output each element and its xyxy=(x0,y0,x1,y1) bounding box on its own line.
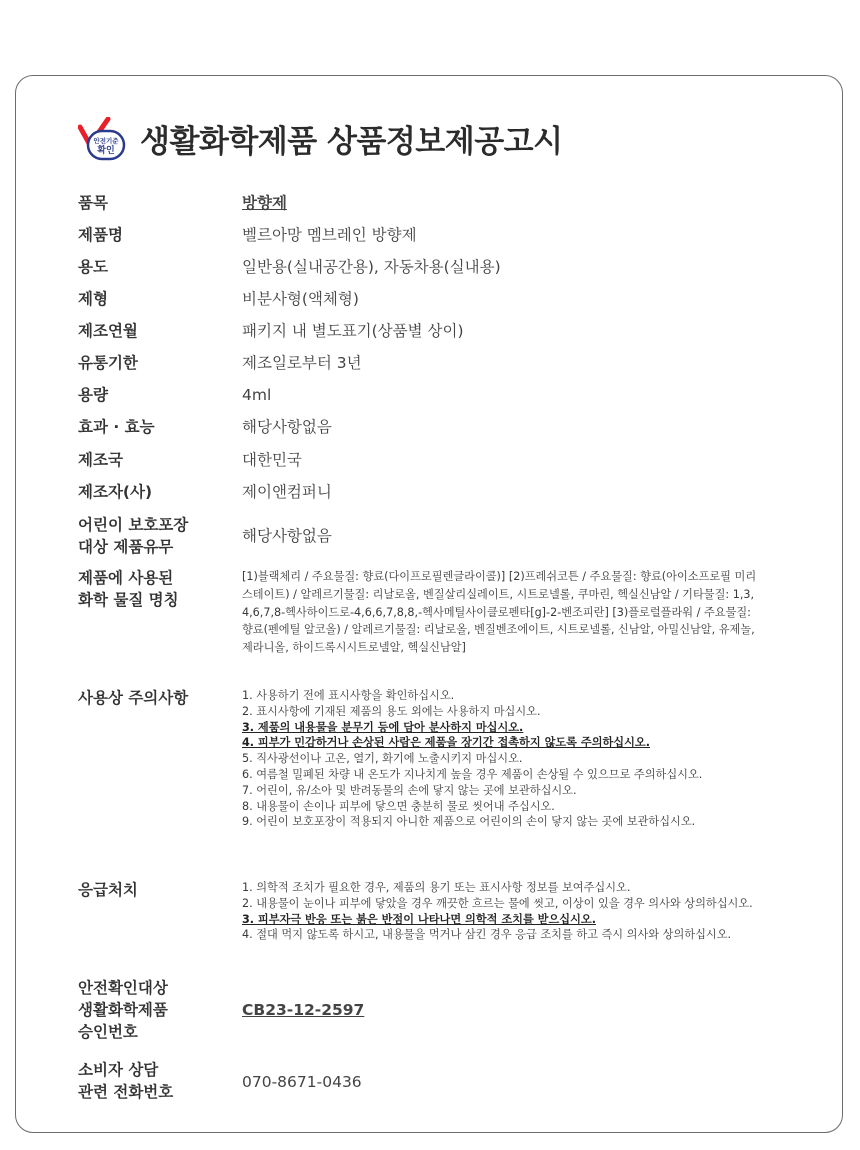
precaution-item: 6. 여름철 밀폐된 차량 내 온도가 지나치게 높을 경우 제품이 손상될 수 있으므로 주의하십시오. xyxy=(242,767,703,781)
precaution-item: 4. 피부가 민감하거나 손상된 사람은 제품을 장기간 접촉하지 않도록 주의하십시오. xyxy=(242,736,650,750)
logo-text-top: 안전기준 xyxy=(93,136,119,145)
row-label xyxy=(78,514,228,558)
row-value: 해당사항없음 xyxy=(242,527,332,545)
chemicals-line: [1)블랙체리 / 주요물질: 향료(다이프로필렌글라이콜)] [2)프레쉬코튼 / 주요물질: 향료(아이소프로필 미리 xyxy=(242,570,757,583)
chemicals-line: 향료(펜에틸 알코올) / 알레르기물질: 리날로올, 벤질벤조에이트, 시트로넬롤, 신남알, 아밀신남알, 유제놀, xyxy=(242,623,755,637)
precaution-item: 9. 어린이 보호포장이 적용되지 아니한 제품으로 어린이의 손이 닿지 않는 곳에 보관하십시오. xyxy=(242,815,696,829)
row-label: 사용상 주의사항 xyxy=(78,689,189,707)
label-line: 어린이 보호포장 xyxy=(78,516,189,534)
precaution-item: 2. 표시사항에 기재된 제품의 용도 외에는 사용하지 마십시오. xyxy=(242,704,541,718)
row-value: 4ml xyxy=(242,386,272,404)
row-value: 패키지 내 별도표기(상품별 상이) xyxy=(242,322,464,340)
label-line: 관련 전화번호 xyxy=(78,1083,174,1101)
chemicals-line: 스테이트) / 알레르기물질: 리날로올, 벤질살리실레이트, 시트로넬롤, 쿠마린, 헥실신남알 / 기타물질: 1,3, xyxy=(242,587,755,601)
first-aid-item: 3. 피부자극 반응 또는 붉은 반점이 나타나면 의학적 조치를 받으십시오. xyxy=(242,912,596,926)
label-line: 생활화학제품 xyxy=(78,1001,168,1019)
label-line: 제품에 사용된 xyxy=(78,569,174,587)
safety-check-logo-icon xyxy=(78,117,130,161)
row-label: 효과 · 효능 xyxy=(78,418,155,436)
label-line: 화학 물질 명칭 xyxy=(78,591,179,609)
first-aid-item: 4. 절대 먹지 않도록 하시고, 내용물을 먹거나 삼킨 경우 응급 조치를 하고 즉시 의사와 상의하십시오. xyxy=(242,928,732,942)
row-label: 품목 xyxy=(78,194,108,212)
row-label: 응급처치 xyxy=(78,881,138,899)
row-label xyxy=(78,977,228,1043)
first-aid-item: 1. 의학적 조치가 필요한 경우, 제품의 용기 또는 표시사항 정보를 보여주십시오. xyxy=(242,881,631,894)
row-label: 제형 xyxy=(78,290,108,308)
precaution-item: 8. 내용물이 손이나 피부에 닿으면 충분히 물로 씻어내 주십시오. xyxy=(242,799,555,813)
approval-number: CB23-12-2597 xyxy=(242,1001,365,1019)
precaution-item: 7. 어린이, 유/소아 및 반려동물의 손에 닿지 않는 곳에 보관하십시오. xyxy=(242,783,577,797)
precaution-item: 1. 사용하기 전에 표시사항을 확인하십시오. xyxy=(242,689,455,702)
row-value: 비분사형(액체형) xyxy=(242,290,359,308)
row-label: 용량 xyxy=(78,386,108,404)
label-line: 승인번호 xyxy=(78,1023,138,1041)
chemicals-line: 제라니올, 하이드록시시트로넬알, 헥실신남알] xyxy=(242,641,466,655)
row-value: 벨르아망 멤브레인 방향제 xyxy=(242,226,417,244)
precaution-item: 5. 직사광선이나 고온, 열기, 화기에 노출시키지 마십시오. xyxy=(242,752,523,766)
row-value: 제조일로부터 3년 xyxy=(242,354,362,372)
row-label: 제조국 xyxy=(78,451,123,469)
row-label: 용도 xyxy=(78,258,108,276)
row-value: 일반용(실내공간용), 자동차용(실내용) xyxy=(242,258,501,276)
consult-phone-number: 070-8671-0436 xyxy=(242,1073,362,1091)
logo-text-bottom: 확인 xyxy=(97,145,115,156)
row-value: 제이앤컴퍼니 xyxy=(242,483,332,501)
row-value: 해당사항없음 xyxy=(242,418,332,436)
label-line: 대상 제품유무 xyxy=(78,538,174,556)
row-value: 대한민국 xyxy=(242,451,302,469)
first-aid-item: 2. 내용물이 눈이나 피부에 닿았을 경우 깨끗한 흐르는 물에 씻고, 이상이 있을 경우 의사와 상의하십시오. xyxy=(242,896,753,910)
page-title: 생활화학제품 상품정보제공고시 xyxy=(140,124,563,160)
row-label xyxy=(78,567,228,611)
precautions-list xyxy=(242,688,822,830)
label-line: 안전확인대상 xyxy=(78,979,168,997)
chemicals-text xyxy=(242,568,812,657)
row-label: 제품명 xyxy=(78,226,123,244)
header xyxy=(78,116,563,161)
row-value: 방향제 xyxy=(242,194,287,212)
row-label xyxy=(78,1059,228,1103)
chemicals-line: 4,6,7,8-헥사하이드로-4,6,6,7,8,8,-헥사메틸사이클로펜타[g]-2-벤조피란] [3)플로럴플라워 / 주요물질: xyxy=(242,605,751,619)
label-line: 소비자 상담 xyxy=(78,1061,159,1079)
row-label: 제조자(사) xyxy=(78,483,153,501)
row-label: 제조연월 xyxy=(78,322,138,340)
first-aid-list xyxy=(242,880,822,943)
precaution-item: 3. 제품의 내용물을 분무기 등에 담아 분사하지 마십시오. xyxy=(242,720,524,734)
row-label: 유통기한 xyxy=(78,354,138,372)
